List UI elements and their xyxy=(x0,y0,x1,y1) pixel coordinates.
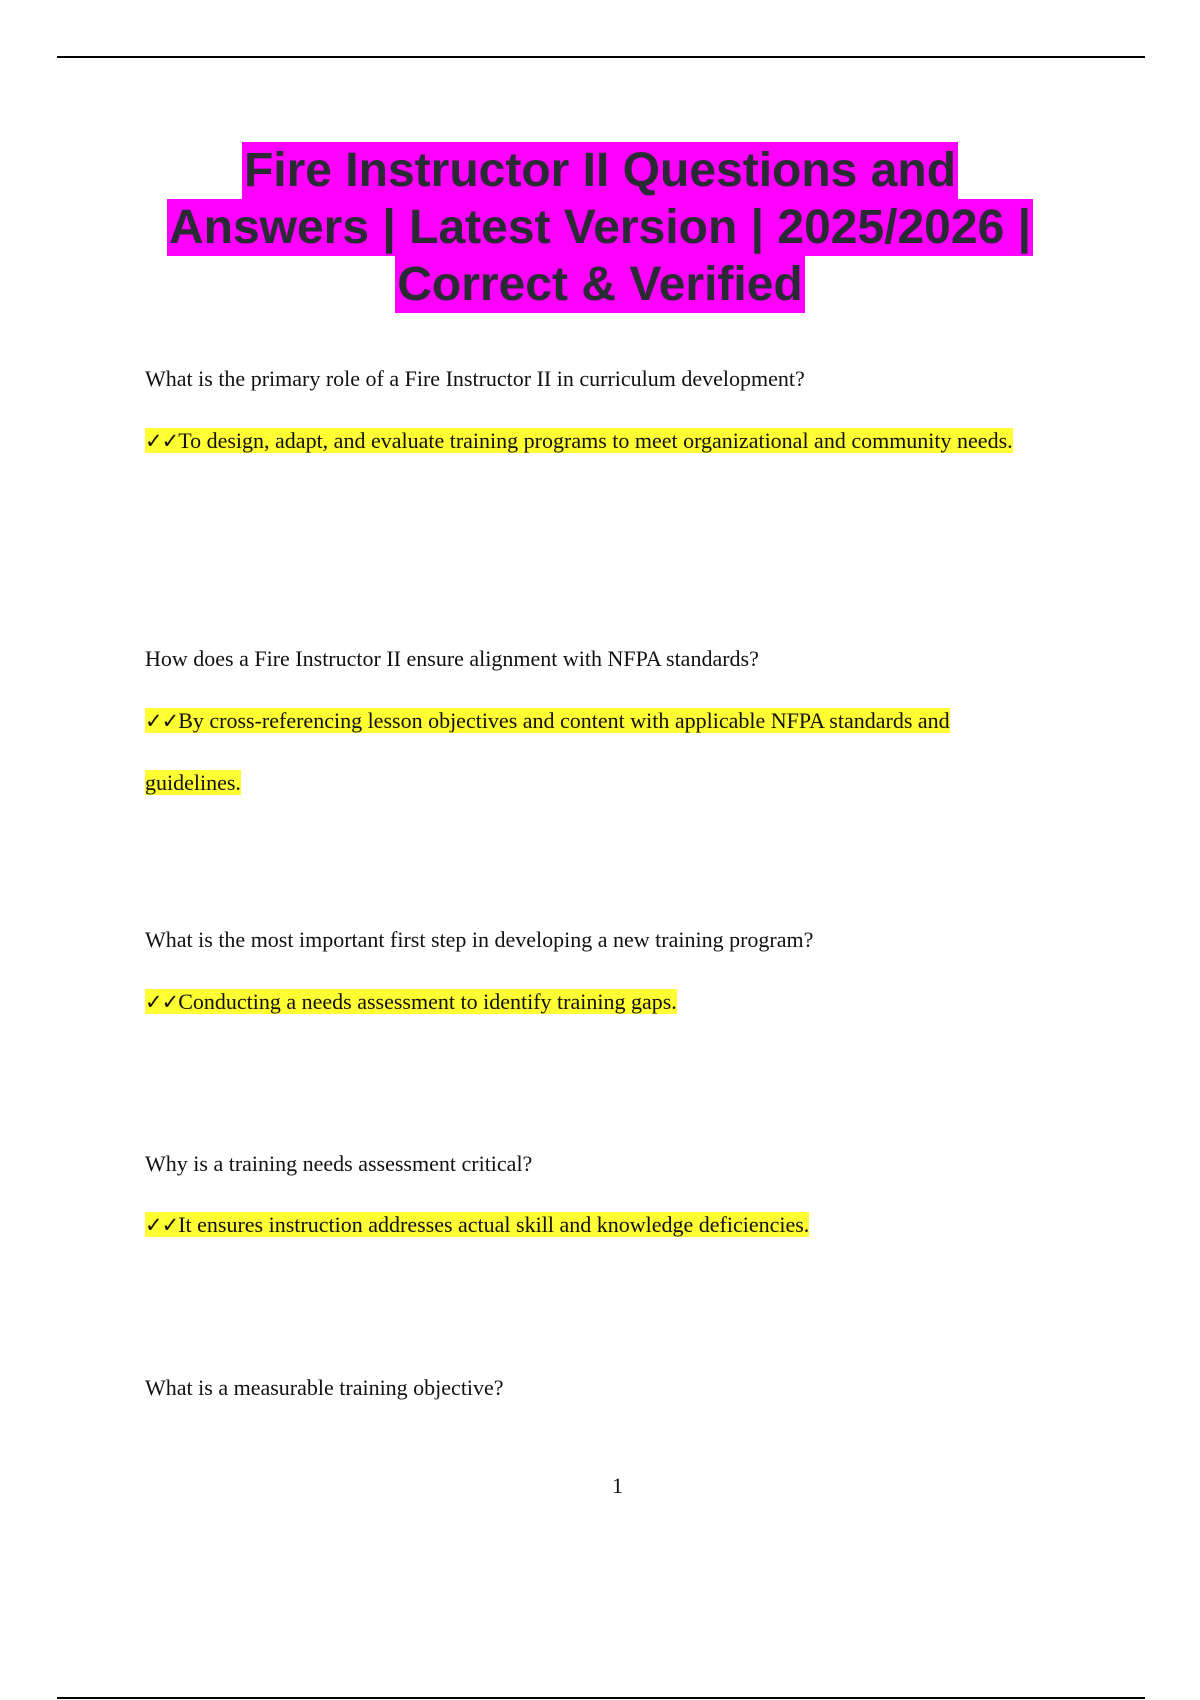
title-line: Correct & Verified xyxy=(397,258,803,311)
answer-text: It ensures instruction addresses actual skill and knowledge deficiencies. xyxy=(178,1212,810,1237)
double-checkmark-icon: ✓✓ xyxy=(145,990,179,1014)
answer xyxy=(145,690,1045,813)
answer-text: By cross-referencing lesson objectives and content with applicable NFPA standards and guidelines. xyxy=(145,708,950,795)
double-checkmark-icon: ✓✓ xyxy=(145,1213,179,1237)
answer xyxy=(145,410,1045,472)
double-checkmark-icon: ✓✓ xyxy=(145,429,179,453)
question-text: What is the most important first step in developing a new training program? xyxy=(145,927,814,952)
answer-text: To design, adapt, and evaluate training programs to meet organizational and community needs. xyxy=(178,428,1013,453)
question-text: What is a measurable training objective? xyxy=(145,1375,504,1400)
answer xyxy=(145,971,1045,1033)
title-line: Answers | Latest Version | 2025/2026 | xyxy=(168,201,1032,254)
double-checkmark-icon: ✓✓ xyxy=(145,709,179,733)
title-line: Fire Instructor II Questions and xyxy=(243,144,957,197)
question-text: How does a Fire Instructor II ensure alignment with NFPA standards? xyxy=(145,646,759,671)
question-text: What is the primary role of a Fire Instructor II in curriculum development? xyxy=(145,366,805,391)
page-number: 1 xyxy=(612,1473,623,1498)
top-rule xyxy=(57,56,1145,58)
answer-text: Conducting a needs assessment to identify training gaps. xyxy=(178,989,677,1014)
document-title xyxy=(100,142,1100,313)
answer xyxy=(145,1194,1045,1256)
bottom-rule xyxy=(57,1697,1145,1699)
question-text: Why is a training needs assessment critical? xyxy=(145,1151,533,1176)
